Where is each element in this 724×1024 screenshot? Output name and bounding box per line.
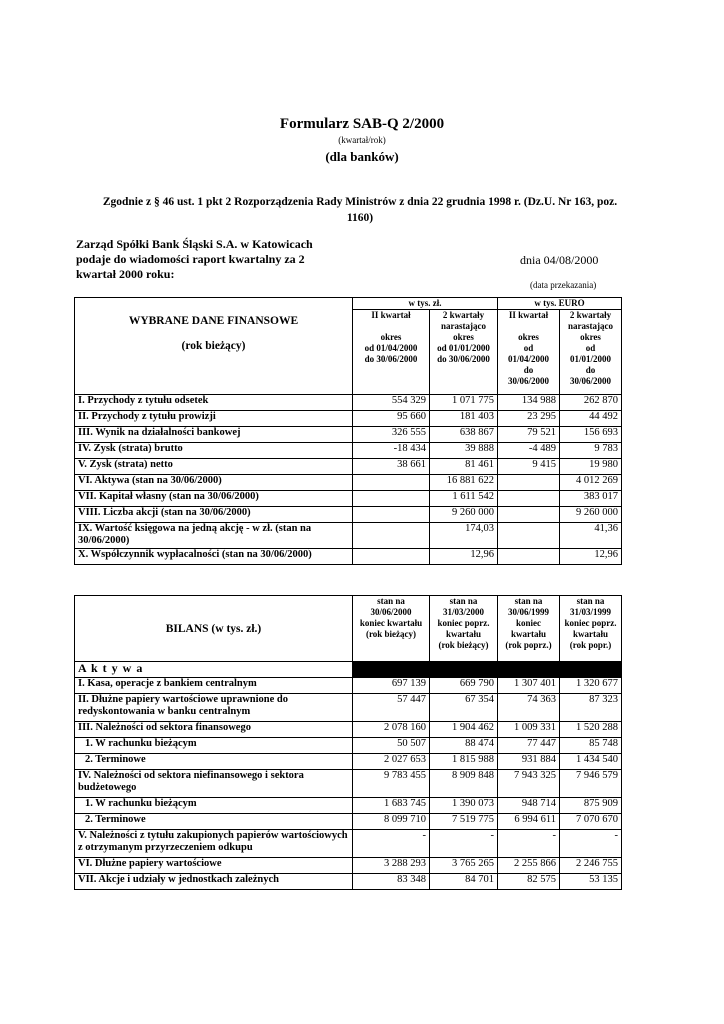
board-statement	[76, 237, 346, 282]
col-header-line: II kwartał	[508, 310, 549, 320]
row-value: 95 660	[353, 411, 430, 427]
row-label: III. Wynik na działalności bankowej	[75, 427, 353, 443]
form-subtitle: (kwartał/rok)	[338, 135, 386, 145]
row-value: 16 881 622	[430, 475, 498, 491]
col-header-line: stan na	[514, 596, 543, 606]
col-header-line: stan na	[377, 596, 405, 606]
row-value: 38 661	[353, 459, 430, 475]
row-value: 931 884	[498, 754, 560, 770]
row-value: -	[353, 830, 430, 858]
col-header-line: (rok poprz.)	[505, 640, 552, 650]
row-label: IV. Zysk (strata) brutto	[75, 443, 353, 459]
row-value: 697 139	[353, 678, 430, 694]
row-value: 948 714	[498, 798, 560, 814]
row-value: -	[560, 830, 622, 858]
row-value: 1 390 073	[430, 798, 498, 814]
table-row	[75, 814, 622, 830]
col-header-line: stan na	[576, 596, 605, 606]
col-header-line: okres	[580, 332, 601, 342]
table-row	[75, 678, 622, 694]
row-value: 2 246 755	[560, 858, 622, 874]
col-header-line: okres	[380, 332, 402, 342]
row-value: 9 783	[560, 443, 622, 459]
col-header	[560, 310, 622, 395]
row-value: 1 434 540	[560, 754, 622, 770]
row-value: 87 323	[560, 694, 622, 722]
row-label: X. Współczynnik wypłacalności (stan na 30/06/2000)	[75, 549, 353, 565]
col-header-line: do	[523, 365, 534, 375]
row-value: 19 980	[560, 459, 622, 475]
row-value: 50 507	[353, 738, 430, 754]
row-value: 9 260 000	[430, 507, 498, 523]
col-header-line: od 01/04/2000	[364, 343, 418, 353]
row-value: 1 611 542	[430, 491, 498, 507]
header-cell	[75, 298, 353, 310]
col-header-line: 01/04/2000	[507, 354, 549, 364]
col-header-line: do	[585, 365, 596, 375]
table-row	[75, 475, 622, 491]
financial-data-table	[74, 297, 622, 565]
col-header-line	[501, 321, 556, 332]
row-value: 181 403	[430, 411, 498, 427]
row-value: 44 492	[560, 411, 622, 427]
row-label: VII. Kapitał własny (stan na 30/06/2000)	[75, 491, 353, 507]
row-label: 1. W rachunku bieżącym	[75, 738, 353, 754]
legal-basis: Zgodnie z § 46 ust. 1 pkt 2 Rozporządzenia Rady Ministrów z dnia 22 grudnia 1998 r. (Dz.U. Nr 163, poz. 1160)	[102, 196, 618, 224]
row-value	[498, 475, 560, 491]
col-header	[353, 596, 430, 662]
row-value: 39 888	[430, 443, 498, 459]
col-header-line: 31/03/1999	[569, 607, 611, 617]
row-value: 1 071 775	[430, 395, 498, 411]
row-value: -	[498, 830, 560, 858]
board-line: podaje do wiadomości raport kwartalny za 2	[76, 252, 305, 266]
table-row	[75, 738, 622, 754]
row-value: 7 946 579	[560, 770, 622, 798]
row-value: 88 474	[430, 738, 498, 754]
col-header-line: narastająco	[568, 321, 613, 331]
col-header-line: 30/06/2000	[507, 376, 549, 386]
row-value: -18 434	[353, 443, 430, 459]
table-row	[75, 395, 622, 411]
row-value: 23 295	[498, 411, 560, 427]
table-row	[75, 507, 622, 523]
row-value: 1 009 331	[498, 722, 560, 738]
row-value: 7 070 670	[560, 814, 622, 830]
row-value	[498, 491, 560, 507]
col-header	[430, 310, 498, 395]
table-row	[75, 443, 622, 459]
row-label: VIII. Liczba akcji (stan na 30/06/2000)	[75, 507, 353, 523]
financial-title-cell	[75, 310, 353, 395]
form-title: Formularz SAB-Q 2/2000	[279, 116, 445, 132]
col-header	[560, 596, 622, 662]
row-value	[498, 523, 560, 549]
col-header-line: kwartału	[445, 629, 481, 639]
table-row	[75, 459, 622, 475]
row-value: 12,96	[430, 549, 498, 565]
row-label: VI. Aktywa (stan na 30/06/2000)	[75, 475, 353, 491]
row-value: 8 909 848	[430, 770, 498, 798]
row-value: 7 943 325	[498, 770, 560, 798]
row-label: II. Przychody z tytułu prowizji	[75, 411, 353, 427]
col-header	[353, 310, 430, 395]
row-value: 9 783 455	[353, 770, 430, 798]
row-label: V. Należności z tytułu zakupionych papierów wartościowych z otrzymanym przyrzeczeniem odkupu	[75, 830, 353, 858]
row-value: 79 521	[498, 427, 560, 443]
col-header-line: stan na	[449, 596, 478, 606]
row-label: II. Dłużne papiery wartościowe uprawnione do redyskontowania w banku centralnym	[75, 694, 353, 722]
row-value: 554 329	[353, 395, 430, 411]
row-value: 9 260 000	[560, 507, 622, 523]
row-value: 74 363	[498, 694, 560, 722]
table-row	[75, 858, 622, 874]
row-value: 638 867	[430, 427, 498, 443]
table-row	[75, 523, 622, 549]
row-value: 1 904 462	[430, 722, 498, 738]
col-header-line: okres	[453, 332, 474, 342]
col-header-line: 30/06/2000	[370, 607, 412, 617]
col-header-line: koniec kwartału	[359, 618, 423, 628]
col-header-line: od	[523, 343, 534, 353]
row-label: I. Przychody z tytułu odsetek	[75, 395, 353, 411]
col-header	[498, 310, 560, 395]
col-header-line: do 30/06/2000	[437, 354, 490, 364]
row-value: 2 027 653	[353, 754, 430, 770]
bank-type: (dla banków)	[325, 149, 399, 164]
row-value: 77 447	[498, 738, 560, 754]
col-header-line: okres	[518, 332, 539, 342]
col-header-line: od	[585, 343, 596, 353]
col-header-line: od 01/01/2000	[437, 343, 490, 353]
row-label: III. Należności od sektora finansowego	[75, 722, 353, 738]
row-label: IV. Należności od sektora niefinansowego i sektora budżetowego	[75, 770, 353, 798]
row-label: VI. Dłużne papiery wartościowe	[75, 858, 353, 874]
col-header-line	[356, 321, 426, 332]
col-header-line: koniec poprz.	[437, 618, 490, 628]
row-value: 83 348	[353, 874, 430, 890]
table-row	[75, 830, 622, 858]
table-row	[75, 722, 622, 738]
row-value: 156 693	[560, 427, 622, 443]
balance-title: BILANS (w tys. zł.)	[75, 596, 353, 662]
row-value	[498, 549, 560, 565]
row-value: 875 909	[560, 798, 622, 814]
row-value: 134 988	[498, 395, 560, 411]
row-value	[353, 549, 430, 565]
col-header-line: 2 kwartały	[442, 310, 485, 320]
col-header-line: koniec poprz.	[564, 618, 617, 628]
row-value: 326 555	[353, 427, 430, 443]
table-row	[75, 491, 622, 507]
row-label: V. Zysk (strata) netto	[75, 459, 353, 475]
row-value: 82 575	[498, 874, 560, 890]
col-header-line: (rok bieżący)	[365, 629, 417, 639]
row-label: 1. W rachunku bieżącym	[75, 798, 353, 814]
row-label: I. Kasa, operacje z bankiem centralnym	[75, 678, 353, 694]
col-header-line: 2 kwartały	[569, 310, 612, 320]
row-value: 41,36	[560, 523, 622, 549]
section-fill	[353, 662, 622, 678]
table-row	[75, 874, 622, 890]
financial-title: WYBRANE DANE FINANSOWE	[128, 314, 299, 327]
row-value: 4 012 269	[560, 475, 622, 491]
row-value: 1 815 988	[430, 754, 498, 770]
row-value: 81 461	[430, 459, 498, 475]
col-header-line: 30/06/1999	[507, 607, 549, 617]
row-value: 12,96	[560, 549, 622, 565]
row-value	[353, 475, 430, 491]
row-label: VII. Akcje i udziały w jednostkach zależnych	[75, 874, 353, 890]
table-row	[75, 754, 622, 770]
table-row	[75, 411, 622, 427]
row-value: 84 701	[430, 874, 498, 890]
row-value: 2 255 866	[498, 858, 560, 874]
row-value: 1 307 401	[498, 678, 560, 694]
table-row	[75, 427, 622, 443]
col-header-line: (rok bieżący)	[438, 640, 489, 650]
row-value	[353, 507, 430, 523]
col-header-line: koniec	[515, 618, 541, 628]
col-header-line: 30/06/2000	[570, 376, 612, 386]
table-row	[75, 798, 622, 814]
unit-pln: w tys. zł.	[353, 298, 498, 310]
board-line: Zarząd Spółki Bank Śląski S.A. w Katowicach	[76, 237, 313, 251]
row-label: 2. Terminowe	[75, 754, 353, 770]
col-header-line: do 30/06/2000	[364, 354, 418, 364]
row-value: 2 078 160	[353, 722, 430, 738]
row-value: 1 683 745	[353, 798, 430, 814]
row-value: 1 520 288	[560, 722, 622, 738]
row-label: IX. Wartość księgowa na jedną akcję - w zł. (stan na 30/06/2000)	[75, 523, 353, 549]
financial-subtitle: (rok bieżący)	[181, 339, 246, 352]
table-row	[75, 549, 622, 565]
col-header	[498, 596, 560, 662]
col-header-line: 31/03/2000	[442, 607, 484, 617]
report-date: dnia 04/08/2000	[520, 253, 599, 267]
row-value: 383 017	[560, 491, 622, 507]
table-row	[75, 770, 622, 798]
unit-eur: w tys. EURO	[498, 298, 622, 310]
col-header-line: kwartału	[510, 629, 546, 639]
row-value: 67 354	[430, 694, 498, 722]
section-label: A k t y w a	[75, 662, 353, 678]
board-line: kwartał 2000 roku:	[76, 267, 175, 281]
row-value: 174,03	[430, 523, 498, 549]
col-header-line: kwartału	[572, 629, 608, 639]
table-row	[75, 694, 622, 722]
col-header-line: narastająco	[441, 321, 486, 331]
row-label: 2. Terminowe	[75, 814, 353, 830]
section-row	[75, 662, 622, 678]
date-note: (data przekazania)	[530, 280, 597, 290]
col-header-line: 01/01/2000	[570, 354, 612, 364]
row-value: 3 288 293	[353, 858, 430, 874]
row-value: -	[430, 830, 498, 858]
balance-sheet-table	[74, 595, 622, 890]
row-value: 8 099 710	[353, 814, 430, 830]
row-value: 669 790	[430, 678, 498, 694]
row-value: 85 748	[560, 738, 622, 754]
row-value: 57 447	[353, 694, 430, 722]
col-header-line: (rok popr.)	[569, 640, 612, 650]
row-value: 53 135	[560, 874, 622, 890]
col-header-line: II kwartał	[371, 310, 411, 320]
row-value: -4 489	[498, 443, 560, 459]
row-value	[353, 491, 430, 507]
row-value: 7 519 775	[430, 814, 498, 830]
row-value	[353, 523, 430, 549]
row-value: 262 870	[560, 395, 622, 411]
row-value: 6 994 611	[498, 814, 560, 830]
row-value: 3 765 265	[430, 858, 498, 874]
row-value: 9 415	[498, 459, 560, 475]
row-value	[498, 507, 560, 523]
col-header	[430, 596, 498, 662]
row-value: 1 320 677	[560, 678, 622, 694]
